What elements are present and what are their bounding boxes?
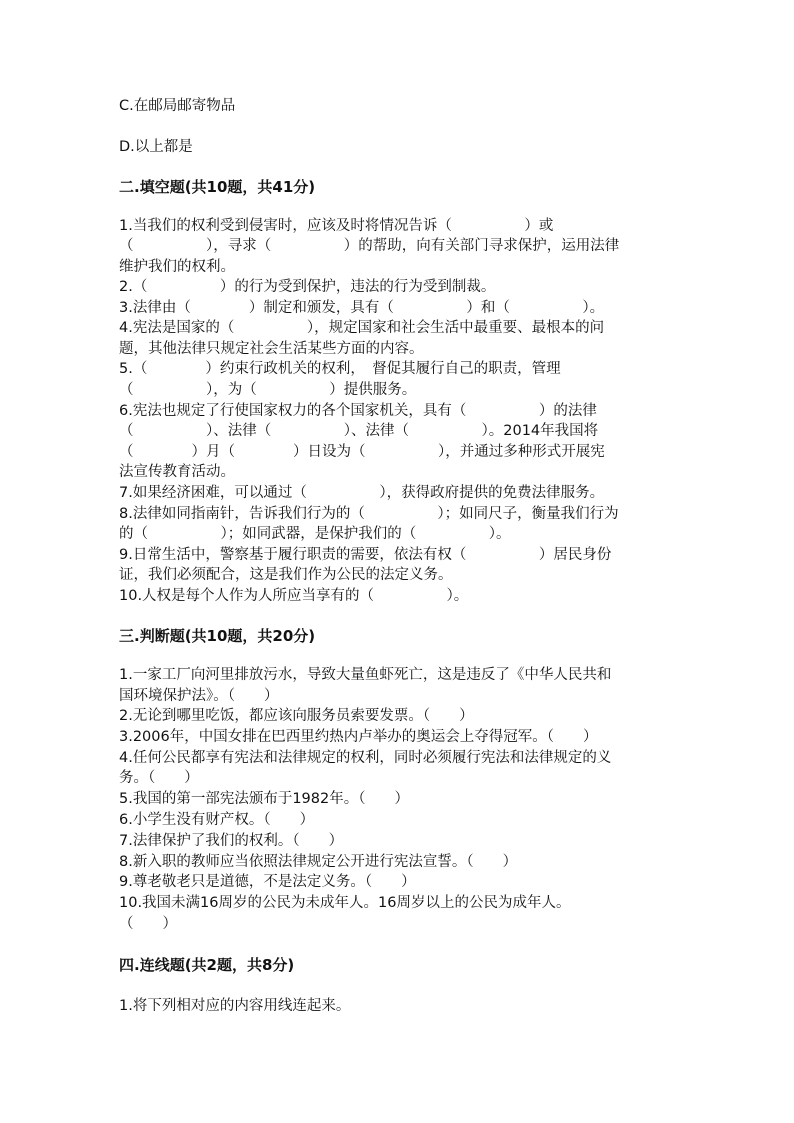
fill-blank-line: 8.法律如同指南针，告诉我们行为的（ ）；如同尺子，衡量我们行为 bbox=[119, 506, 619, 522]
fill-blank-line: （ ），寻求（ ）的帮助，向有关部门寻求保护，运用法律 bbox=[119, 238, 620, 254]
true-false-line: 7.法律保护了我们的权利。（ ） bbox=[119, 833, 344, 849]
fill-blank-line: 5.（ ）约束行政机关的权利， 督促其履行自己的职责，管理 bbox=[119, 361, 561, 377]
true-false-line: 2.无论到哪里吃饭，都应该向服务员索要发票。（ ） bbox=[119, 708, 474, 724]
true-false-line: 3.2006年，中国女排在巴西里约热内卢举办的奥运会上夺得冠军。（ ） bbox=[119, 729, 598, 745]
fill-blank-line: 4.宪法是国家的（ ），规定国家和社会生活中最重要、最根本的问 bbox=[119, 320, 605, 336]
fill-blank-line: （ ）月（ ）日设为（ ），并通过多种形式开展宪 bbox=[119, 444, 605, 460]
true-false-line: 国环境保护法》。（ ） bbox=[119, 688, 279, 704]
matching-line: 1.将下列相对应的内容用线连起来。 bbox=[119, 998, 351, 1014]
fill-blank-line: 3.法律由（ ）制定和颁发，具有（ ）和（ ）。 bbox=[119, 300, 605, 316]
true-false-line: 9.尊老敬老只是道德，不是法定义务。（ ） bbox=[119, 874, 416, 890]
fill-blank-line: 1.当我们的权利受到侵害时，应该及时将情况告诉（ ）或 bbox=[119, 218, 554, 234]
fill-blank-line: 9.日常生活中，警察基于履行职责的需要，依法有权（ ）居民身份 bbox=[119, 547, 612, 563]
true-false-line: 务。（ ） bbox=[119, 770, 199, 786]
fill-blank-line: （ ），为（ ）提供服务。 bbox=[119, 382, 417, 398]
fill-blank-line: 的（ ）；如同武器，是保护我们的（ ）。 bbox=[119, 526, 511, 542]
true-false-line: （ ） bbox=[119, 916, 177, 932]
true-false-line: 5.我国的第一部宪法颁布于1982年。（ ） bbox=[119, 791, 409, 807]
option-d: D.以上都是 bbox=[119, 139, 193, 155]
fill-blank-line: 法宣传教育活动。 bbox=[119, 464, 235, 480]
section-heading-fill-blank: 二.填空题(共10题，共41分) bbox=[119, 178, 316, 196]
section-heading-true-false: 三.判断题(共10题，共20分) bbox=[119, 627, 316, 645]
true-false-line: 6.小学生没有财产权。（ ） bbox=[119, 812, 315, 828]
true-false-line: 4.任何公民都享有宪法和法律规定的权利，同时必须履行宪法和法律规定的义 bbox=[119, 750, 612, 766]
fill-blank-line: 6.宪法也规定了行使国家权力的各个国家机关，具有（ ）的法律 bbox=[119, 403, 597, 419]
option-c: C.在邮局邮寄物品 bbox=[119, 98, 236, 114]
section-heading-matching: 四.连线题(共2题，共8分) bbox=[119, 956, 295, 974]
fill-blank-line: 题，其他法律只规定社会生活某些方面的内容。 bbox=[119, 341, 424, 357]
true-false-line: 8.新入职的教师应当依照法律规定公开进行宪法宣誓。（ ） bbox=[119, 854, 518, 870]
true-false-line: 10.我国未满16周岁的公民为未成年人。16周岁以上的公民为成年人。 bbox=[119, 895, 571, 911]
fill-blank-line: 2.（ ）的行为受到保护，违法的行为受到制裁。 bbox=[119, 279, 496, 295]
fill-blank-line: （ ）、法律（ ）、法律（ ）。2014年我国将 bbox=[119, 423, 599, 439]
fill-blank-line: 10.人权是每个人作为人所应当享有的（ ）。 bbox=[119, 588, 469, 604]
fill-blank-line: 7.如果经济困难，可以通过（ ），获得政府提供的免费法律服务。 bbox=[119, 485, 605, 501]
fill-blank-line: 维护我们的权利。 bbox=[119, 259, 235, 275]
true-false-line: 1.一家工厂向河里排放污水，导致大量鱼虾死亡，这是违反了《中华人民共和 bbox=[119, 667, 612, 683]
fill-blank-line: 证，我们必须配合，这是我们作为公民的法定义务。 bbox=[119, 567, 453, 583]
